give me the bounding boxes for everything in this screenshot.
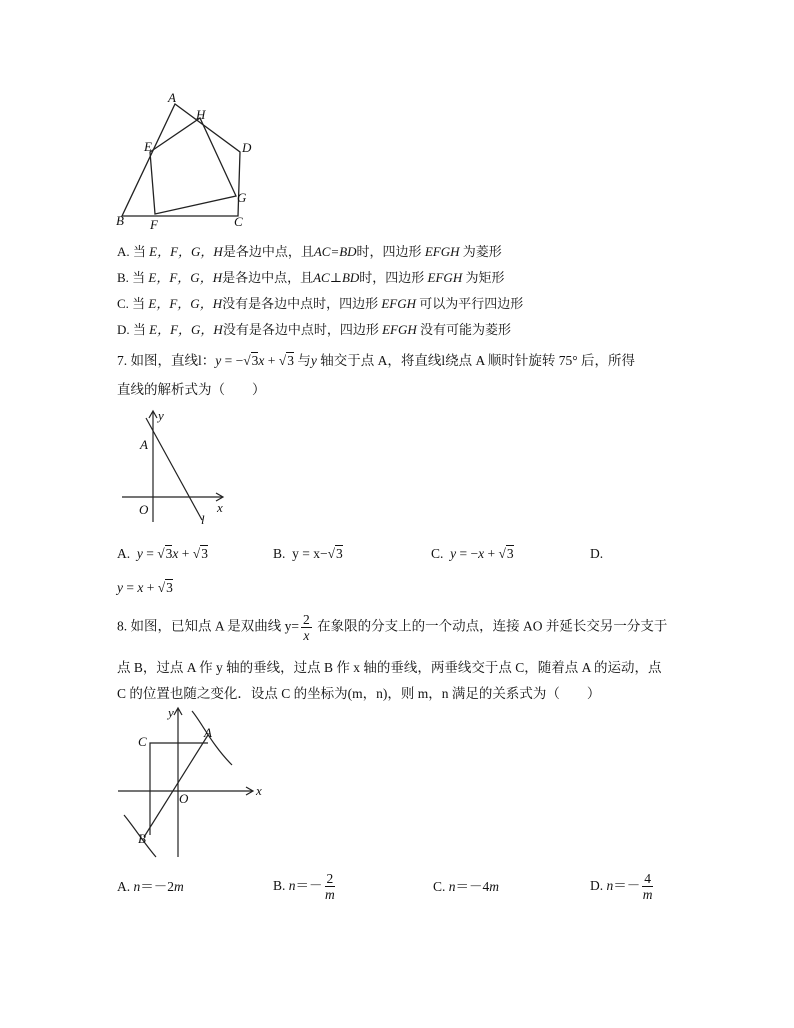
q7-eq-y: y	[215, 353, 222, 368]
q6-c-vars: E，F，G，H	[148, 296, 223, 311]
q7-b-label: B.	[273, 546, 286, 561]
q7-stem-line2: 直线的解析式为（ ）	[117, 382, 266, 397]
q7-stem-a: 7. 如图，直线l：	[117, 353, 216, 368]
q7-c-eq: = −	[456, 546, 479, 561]
q8-d-fraction	[642, 871, 653, 902]
q6-a-cond: AC=BD	[313, 244, 357, 259]
q8-frac-den: x	[303, 628, 310, 643]
label-b: B	[116, 213, 124, 228]
label-e: E	[144, 139, 152, 154]
q7-option-c	[431, 545, 514, 563]
q6-d-prefix: D. 当	[117, 322, 150, 337]
label-g: G	[237, 190, 247, 205]
q8-d-n: n	[606, 878, 614, 893]
q8-option-d	[590, 866, 655, 906]
q6-b-prefix: B. 当	[117, 270, 149, 285]
line-graph-figure	[112, 408, 240, 528]
q7-a-x: x	[172, 546, 179, 561]
q7-sqrt-b: 3	[287, 353, 294, 368]
q6-d-mid: 没有是各边中点时，四边形	[222, 322, 383, 337]
q7-eq-mid: = −	[221, 353, 244, 368]
q8-stem-line3: C 的位置也随之变化．设点 C 的坐标为(m，n)，则 m，n 满足的关系式为（ ）	[117, 686, 601, 701]
line-l	[146, 418, 202, 520]
q8-a-m: m	[174, 879, 184, 894]
q8-b-eq: ＝－	[295, 878, 323, 893]
q7-option-b	[273, 545, 343, 563]
q7-a-sqrt-symbol: √	[157, 546, 165, 561]
q6-d-tail2: 没有可能为菱形	[416, 322, 512, 337]
q7-b-sqrt-symbol: √	[327, 546, 336, 561]
label-y: y	[168, 705, 174, 720]
q6-c-shape: EFGH	[381, 296, 417, 311]
q8-a-label: A.	[117, 879, 134, 894]
q6-a-tail1: 时，四边形	[356, 244, 425, 259]
q6-a-mid: 是各边中点，且	[222, 244, 314, 259]
q6-c-mid: 没有是各边中点时，四边形	[222, 296, 382, 311]
label-x: x	[217, 500, 223, 515]
q6-option-a	[117, 243, 502, 261]
segment-ab	[144, 735, 208, 837]
q7-eq-x: x	[258, 353, 265, 368]
q6-b-vars: E，F，G，H	[148, 270, 223, 285]
q6-b-mid: 是各边中点，且	[222, 270, 314, 285]
hyperbola-branch-upper	[192, 711, 232, 765]
label-c: C	[138, 734, 147, 749]
q7-b-sqrt: 3	[336, 546, 343, 561]
q6-a-tail2: 为菱形	[459, 244, 502, 259]
q8-d-label: D.	[590, 878, 607, 893]
q8-c-label: C.	[433, 879, 449, 894]
label-o: O	[179, 791, 189, 806]
q7-d-y: y	[117, 580, 123, 595]
q7-d-sqrt-symbol: √	[157, 580, 166, 595]
q7-a-label: A.	[117, 546, 131, 561]
label-a: A	[140, 437, 148, 452]
q6-a-vars: E，F，G，H	[149, 244, 223, 259]
q7-c-y: y	[450, 546, 457, 561]
q6-b-tail1: 时，四边形	[359, 270, 428, 285]
label-x: x	[256, 783, 262, 798]
q7-a-plus: +	[178, 546, 193, 561]
q7-d-eq: =	[123, 580, 138, 595]
q6-c-prefix: C. 当	[117, 296, 149, 311]
q8-b-n: n	[288, 878, 296, 893]
q8-stem	[117, 612, 667, 643]
q6-option-d	[117, 321, 511, 339]
q8-a-n: n	[133, 879, 141, 894]
label-d: D	[242, 140, 252, 155]
q8-d-num: 4	[644, 871, 651, 887]
q7-d-x: x	[137, 580, 144, 595]
perpendicular-lines	[150, 743, 208, 835]
q8-c-n: n	[448, 879, 456, 894]
q6-b-tail2: 为矩形	[462, 270, 505, 285]
q7-stem-b: 与	[293, 353, 311, 368]
q7-stem-yvar: y	[310, 353, 317, 368]
q8-c-m: m	[489, 879, 500, 894]
label-l: l	[201, 512, 205, 527]
q7-option-d	[117, 579, 173, 597]
quadrilateral-figure	[110, 88, 270, 230]
q8-a-eq: ＝－2	[140, 879, 174, 894]
quadrilateral-efgh	[150, 118, 236, 214]
q7-option-a	[117, 545, 208, 563]
q7-b-text: y = x−	[292, 546, 328, 561]
label-f: F	[150, 217, 158, 230]
q8-d-eq: ＝－	[613, 878, 641, 893]
q7-option-d-label: D.	[590, 546, 604, 561]
q6-b-shape: EFGH	[427, 270, 463, 285]
label-o: O	[139, 502, 149, 517]
q6-a-prefix: A. 当	[117, 244, 150, 259]
q6-d-vars: E，F，G，H	[149, 322, 223, 337]
q8-stem-a: 8. 如图，已知点 A 是双曲线 y=	[117, 618, 299, 634]
q7-a-sqrt2: 3	[201, 546, 208, 561]
q8-fraction	[301, 612, 312, 643]
q7-sqrt-symbol: √	[243, 353, 251, 368]
q6-d-shape: EFGH	[382, 322, 417, 337]
label-b: B	[138, 831, 146, 846]
q7-c-plus: +	[484, 546, 499, 561]
q7-a-sqrt1: 3	[165, 546, 173, 561]
q7-a-y: y	[136, 546, 143, 561]
q7-stem-c: 轴交于点 A，将直线l绕点 A 顺时针旋转 75° 后，所得	[316, 353, 635, 368]
q8-option-c	[433, 878, 499, 896]
q8-b-den: m	[325, 887, 335, 903]
label-a: A	[204, 725, 212, 740]
label-h: H	[196, 107, 206, 122]
q8-stem-b: 在象限的分支上的一个动点，连接 AO 并延长交另一分支于	[313, 618, 668, 634]
label-y: y	[158, 408, 164, 423]
q7-d-plus: +	[143, 580, 158, 595]
q7-sqrt-symbol-2: √	[278, 353, 287, 368]
label-c: C	[234, 214, 243, 229]
q8-option-a	[117, 878, 184, 896]
q6-option-c	[117, 295, 523, 313]
label-a: A	[168, 90, 176, 105]
q7-c-sqrt: 3	[506, 546, 514, 561]
q7-c-sqrt-symbol: √	[498, 546, 506, 561]
q7-sqrt-a: 3	[251, 353, 259, 368]
q6-option-b	[117, 269, 504, 287]
q7-a-sqrt-symbol-2: √	[192, 546, 201, 561]
q8-c-eq: ＝－4	[455, 879, 490, 894]
q7-c-label: C.	[431, 546, 444, 561]
q7-stem	[117, 352, 635, 370]
q6-b-cond: AC⊥BD	[313, 270, 360, 285]
q8-b-fraction	[325, 871, 336, 902]
q8-b-label: B.	[273, 878, 289, 893]
q8-d-den: m	[642, 887, 653, 903]
q6-c-tail2: 可以为平行四边形	[416, 296, 524, 311]
q8-option-b	[273, 866, 337, 906]
q6-a-shape: EFGH	[424, 244, 460, 259]
q8-b-num: 2	[326, 871, 334, 887]
q7-d-sqrt: 3	[166, 580, 173, 595]
q7-c-x: x	[478, 546, 485, 561]
q7-a-eq: =	[142, 546, 158, 561]
q8-frac-num: 2	[303, 612, 310, 627]
q7-eq-plus: +	[264, 353, 279, 368]
hyperbola-figure	[112, 705, 272, 861]
q8-stem-line2: 点 B，过点 A 作 y 轴的垂线，过点 B 作 x 轴的垂线，两垂线交于点 C，随着点 A 的运动，点	[117, 660, 662, 675]
